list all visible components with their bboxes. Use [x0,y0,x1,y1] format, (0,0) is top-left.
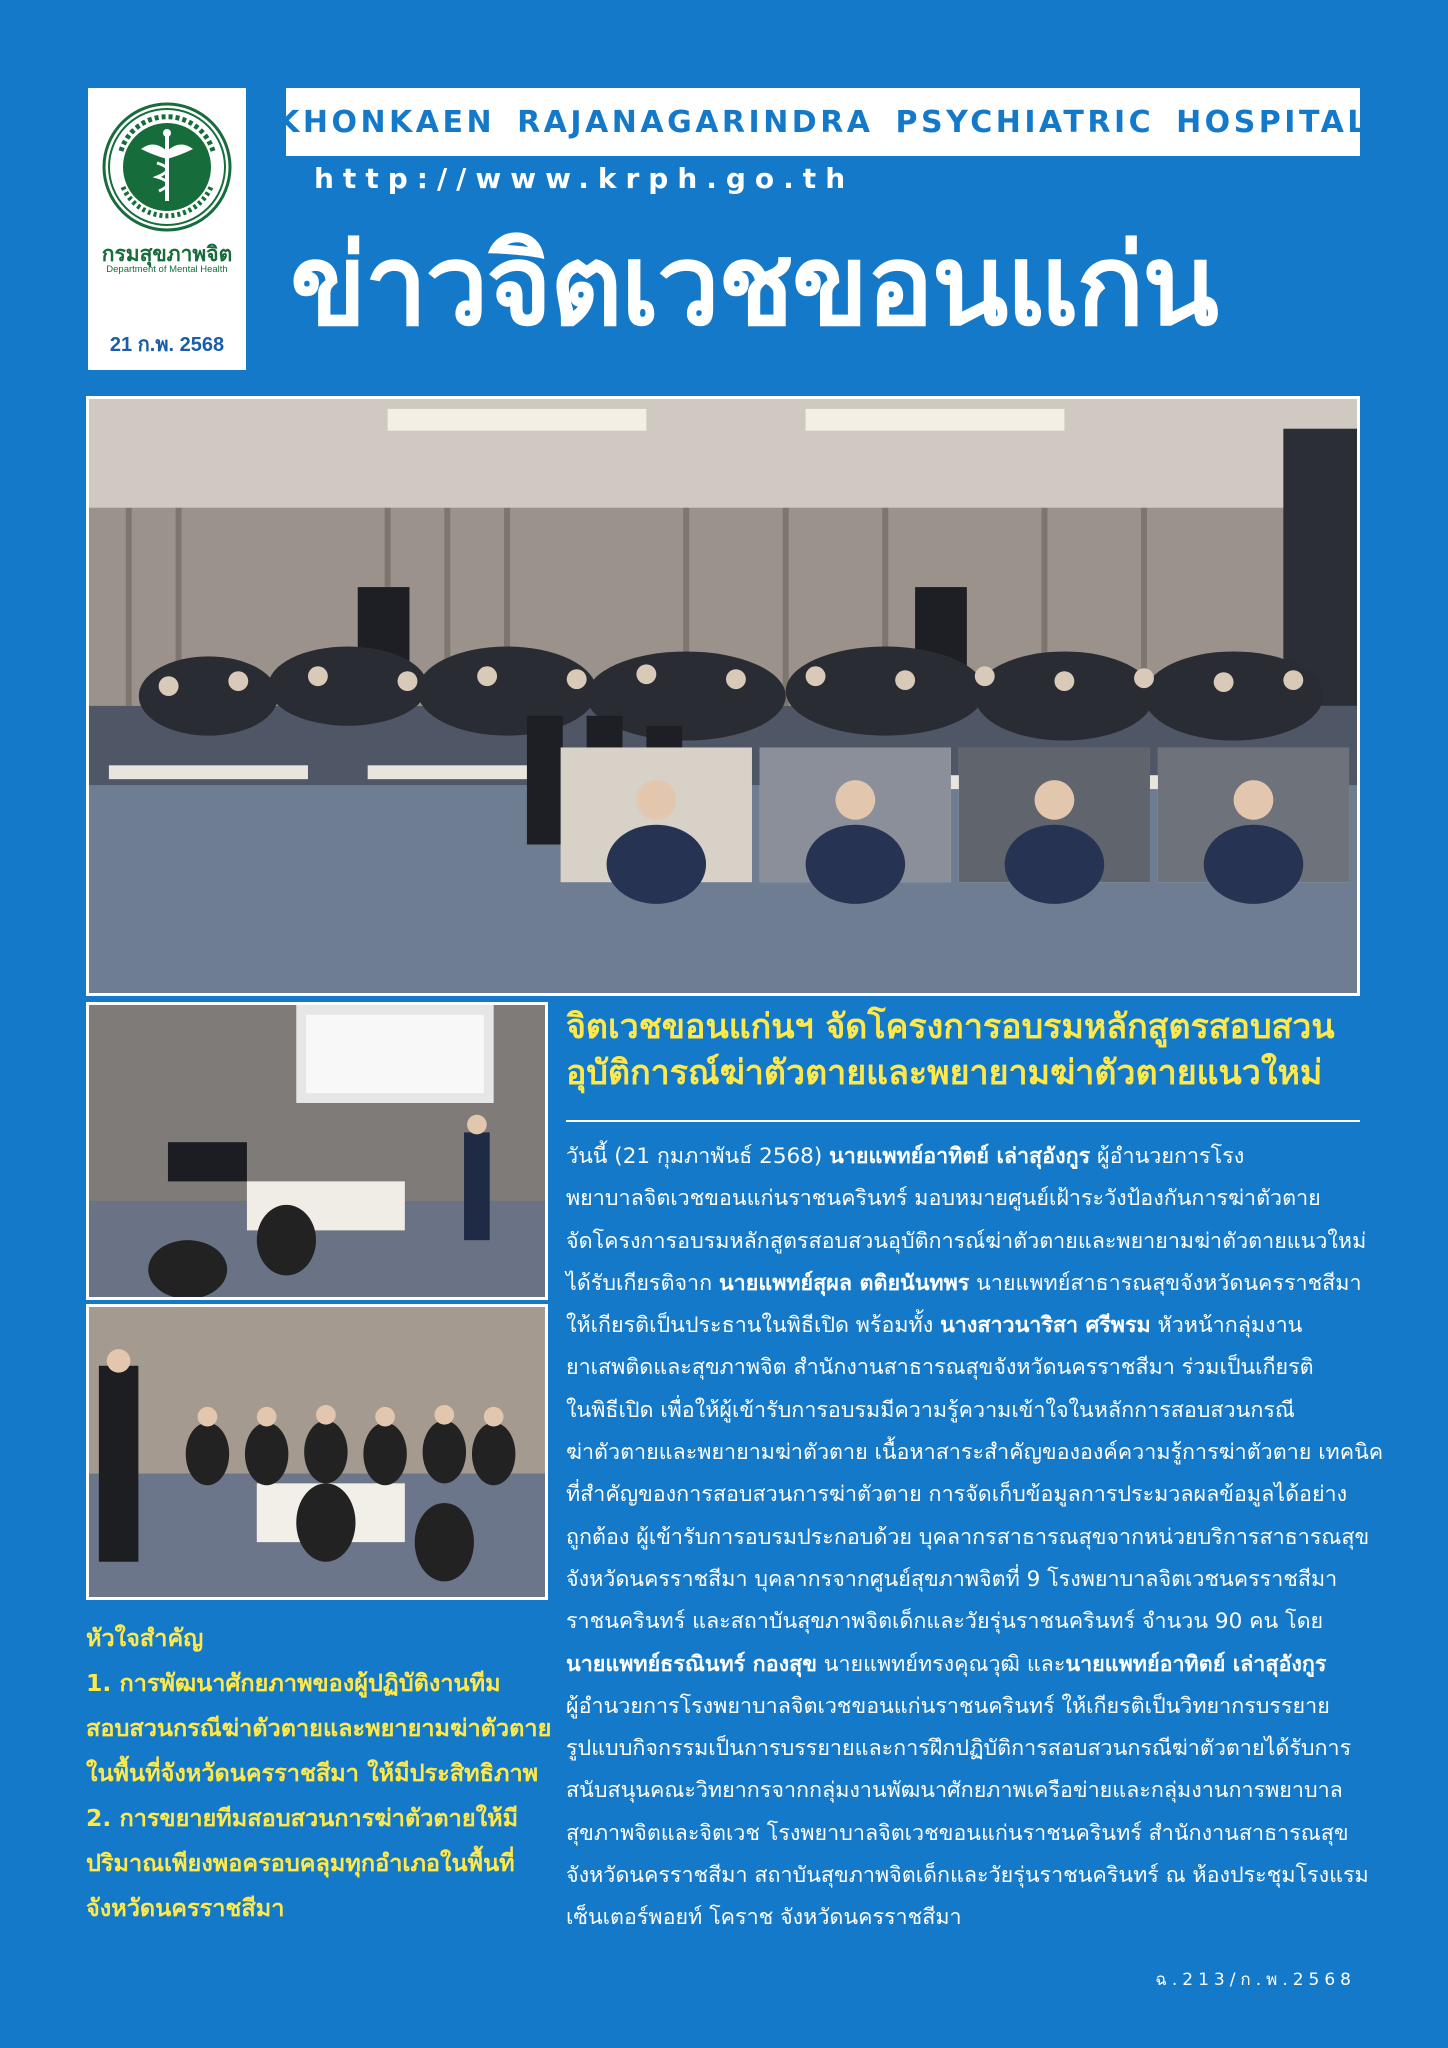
body-line [566,1432,1384,1474]
issue-number: ฉ.213/ก.พ.2568 [1155,1970,1356,1990]
body-bold-name: นายแพทย์อาทิตย์ เล่าสุอังกูร [829,1144,1091,1169]
body-text-run: ราชนครินทร์ และสถาบันสุขภาพจิตเด็กและวัยรุ่นราชนครินทร์ จำนวน 90 คน โดย [566,1609,1324,1635]
body-bold-name: นายแพทย์สุผล ตติยนันทพร [718,1270,970,1296]
body-text-run: ที่สำคัญของการสอบสวนการฆ่าตัวตาย การจัดเก็บข้อมูลการประมวลผลข้อมูลได้อย่าง [566,1482,1348,1508]
body-line [566,1728,1360,1770]
article-body [566,1136,1384,1940]
body-text-run: ได้รับเกียรติจาก [566,1270,719,1296]
body-line [566,1897,1360,1939]
body-line [566,1855,1369,1897]
headline-divider [566,1120,1360,1122]
body-text-run: จังหวัดนครราชสีมา สถาบันสุขภาพจิตเด็กและวัยรุ่นราชนครินทร์ ณ ห้องประชุมโรงแรม [566,1863,1369,1889]
key-point-line: 2. การขยายทีมสอบสวนการฆ่าตัวตายให้มี [86,1804,519,1832]
newsletter-masthead: ข่าวจิตเวชขอนแก่น [290,221,1217,351]
body-text-run: จังหวัดนครราชสีมา บุคลากรจากศูนย์สุขภาพจิตที่ 9 โรงพยาบาลจิตเวชนครราชสีมา [566,1566,1338,1592]
body-line [566,1474,1360,1516]
body-line [566,1263,1360,1305]
body-line [566,1178,1360,1220]
hospital-name-bar: KHONKAEN RAJANAGARINDRA PSYCHIATRIC HOSPITAL [286,88,1360,156]
logo-panel [88,88,246,370]
body-text-run: ถูกต้อง ผู้เข้ารับการอบรมประกอบด้วย บุคลากรสาธารณสุขจากหน่วยบริการสาธารณสุข [566,1524,1370,1550]
body-line [566,1559,1360,1601]
body-text-run: หัวหน้ากลุ่มงาน [1150,1313,1303,1339]
body-line [566,1601,1360,1643]
key-point-line: จังหวัดนครราชสีมา [86,1894,285,1922]
body-text-run: ผู้อำนวยการโรงพยาบาลจิตเวชขอนแก่นราชนครินทร์ ให้เกียรติเป็นวิทยากรบรรยาย [566,1693,1330,1719]
body-text-run: จัดโครงการอบรมหลักสูตรสอบสวนอุบัติการณ์ฆ่าตัวตายและพยายามฆ่าตัวตายแนวใหม่ [566,1228,1367,1254]
body-text-run: รูปแบบกิจกรรมเป็นการบรรยายและการฝึกปฏิบัติการสอบสวนกรณีฆ่าตัวตายได้รับการ [566,1736,1352,1762]
key-point-line: สอบสวนกรณีฆ่าตัวตายและพยายามฆ่าตัวตาย [86,1714,552,1742]
body-text-run: ผู้อำนวยการโรง [1090,1144,1245,1169]
ministry-seal-icon [101,101,233,233]
body-text-run: ให้เกียรติเป็นประธานในพิธีเปิด พร้อมทั้ง [566,1313,941,1339]
body-text-run: นายแพทย์สาธารณสุขจังหวัดนครราชสีมา [969,1270,1362,1296]
key-points-title: หัวใจสำคัญ [86,1624,204,1652]
headline-line: จิตเวชขอนแก่นฯ จัดโครงการอบรมหลักสูตรสอบสวน [566,1007,1335,1047]
body-bold-name: นายแพทย์อาทิตย์ เล่าสุอังกูร [1065,1651,1327,1677]
body-text-run: ยาเสพติดและสุขภาพจิต สำนักงานสาธารณสุขจังหวัดนครราชสีมา ร่วมเป็นเกียรติ [566,1355,1314,1381]
body-line [566,1136,1360,1178]
body-text-run: สุขภาพจิตและจิตเวช โรงพยาบาลจิตเวชขอนแก่นราชนครินทร์ สำนักงานสาธารณสุข [566,1820,1349,1846]
website-url[interactable]: http://www.krph.go.th [314,162,855,195]
body-line [566,1347,1360,1389]
body-text-run: พยาบาลจิตเวชขอนแก่นราชนครินทร์ มอบหมายศูนย์เฝ้าระวังป้องกันการฆ่าตัวตาย [566,1186,1321,1212]
body-line [566,1686,1360,1728]
body-line [566,1813,1360,1855]
body-text-run: ฆ่าตัวตายและพยายามฆ่าตัวตาย เนื้อหาสาระสำคัญขององค์ความรู้การฆ่าตัวตาย เทคนิค [566,1440,1384,1466]
body-text-run: วันนี้ (21 กุมภาพันธ์ 2568) [566,1144,830,1169]
key-point-line: 1. การพัฒนาศักยภาพของผู้ปฏิบัติงานทีม [86,1669,501,1697]
body-bold-name: นางสาวนาริสา ศรีพรม [940,1313,1151,1339]
key-points-box [86,1616,556,1931]
body-line [566,1517,1370,1559]
department-name-english: Department of Mental Health [106,264,228,275]
key-point-line: ปริมาณเพียงพอครอบคลุมทุกอำเภอในพื้นที่ [86,1849,515,1877]
body-text-run: ในพิธีเปิด เพื่อให้ผู้เข้ารับการอบรมมีความรู้ความเข้าใจในหลักการสอบสวนกรณี [566,1397,1295,1423]
training-session-photo [86,1002,548,1300]
body-line [566,1221,1367,1263]
body-line [566,1305,1360,1347]
main-group-photo [86,396,1360,996]
issue-date: 21 ก.พ. 2568 [109,334,225,356]
article-headline [566,1004,1360,1096]
body-text-run: เซ็นเตอร์พอยท์ โคราช จังหวัดนครราชสีมา [566,1905,962,1931]
group-workshop-photo [86,1304,548,1600]
body-text-run: สนับสนุนคณะวิทยากรจากกลุ่มงานพัฒนาศักยภาพเครือข่ายและกลุ่มงานการพยาบาล [566,1778,1343,1804]
body-bold-name: นายแพทย์ธรณินทร์ กองสุข [566,1651,817,1677]
body-line [566,1644,1360,1686]
headline-line: อุบัติการณ์ฆ่าตัวตายและพยายามฆ่าตัวตายแนวใหม่ [566,1053,1323,1093]
body-text-run: นายแพทย์ทรงคุณวุฒิ และ [816,1651,1066,1677]
body-line [566,1770,1360,1812]
key-point-line: ในพื้นที่จังหวัดนครราชสีมา ให้มีประสิทธิภาพ [86,1759,539,1787]
body-line [566,1390,1360,1432]
department-name-thai: กรมสุขภาพจิต [101,243,233,266]
